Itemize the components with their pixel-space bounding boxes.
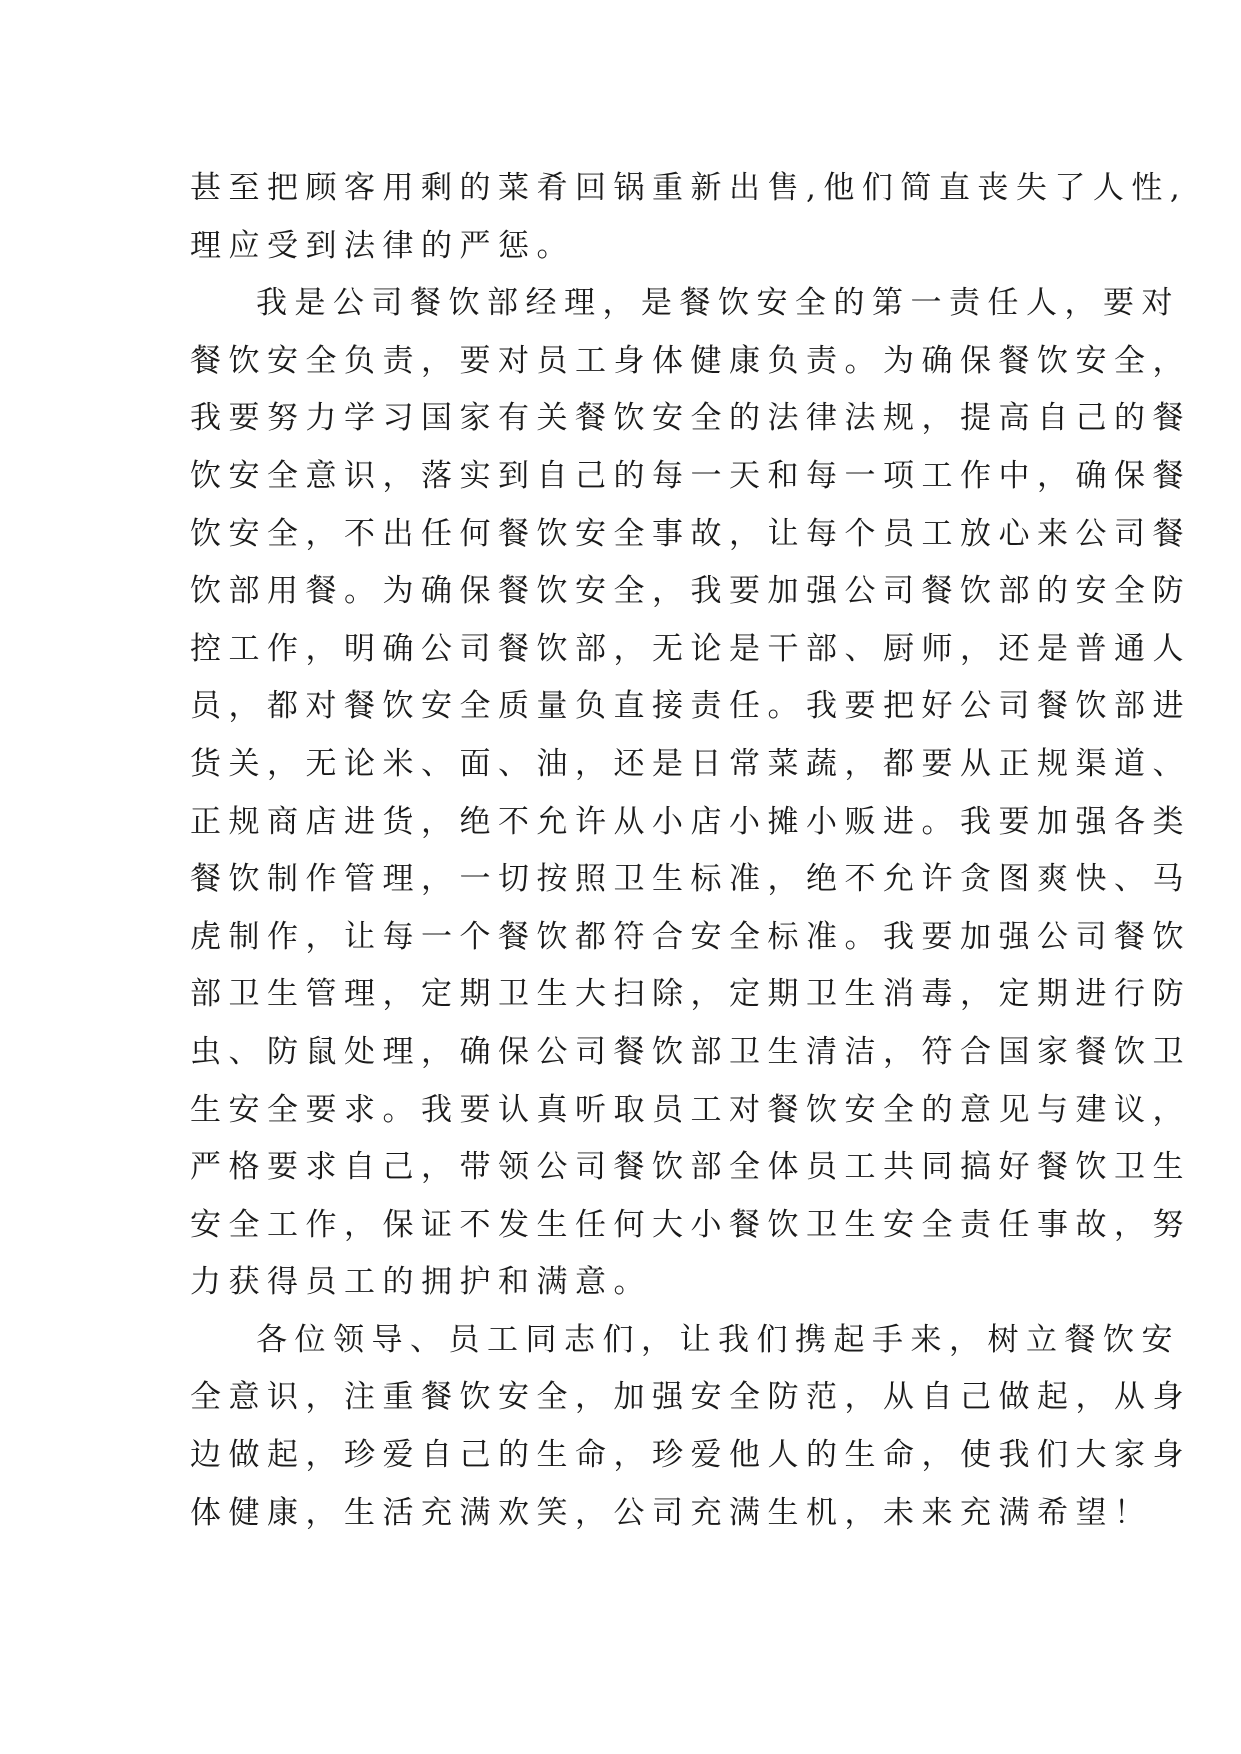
text-line: 正规商店进货，绝不允许从小店小摊小贩进。我要加强各类 — [190, 803, 1191, 840]
text-line: 虫、防鼠处理，确保公司餐饮部卫生清洁，符合国家餐饮卫 — [190, 1033, 1191, 1070]
text-line: 餐饮安全负责，要对员工身体健康负责。为确保餐饮安全， — [190, 342, 1191, 379]
text-line: 货关，无论米、面、油，还是日常菜蔬，都要从正规渠道、 — [190, 745, 1191, 782]
text-line: 我要努力学习国家有关餐饮安全的法律法规，提高自己的餐 — [190, 400, 1191, 437]
text-line: 全意识，注重餐饮安全，加强安全防范，从自己做起，从身 — [190, 1379, 1191, 1416]
text-line: 虎制作，让每一个餐饮都符合安全标准。我要加强公司餐饮 — [190, 918, 1191, 955]
text-line: 各位领导、员工同志们，让我们携起手来，树立餐饮安 — [256, 1321, 1180, 1358]
text-line: 饮安全，不出任何餐饮安全事故，让每个员工放心来公司餐 — [190, 515, 1191, 552]
text-line: 饮部用餐。为确保餐饮安全，我要加强公司餐饮部的安全防 — [190, 573, 1191, 610]
paragraph — [190, 160, 1188, 275]
text-line: 餐饮制作管理，一切按照卫生标准，绝不允许贪图爽快、马 — [190, 861, 1191, 898]
text-line: 部卫生管理，定期卫生大扫除，定期卫生消毒，定期进行防 — [190, 976, 1191, 1013]
document-body — [190, 160, 1191, 1542]
text-line: 严格要求自己，带领公司餐饮部全体员工共同搞好餐饮卫生 — [190, 1149, 1191, 1186]
text-line: 力获得员工的拥护和满意。 — [190, 1264, 652, 1301]
paragraph — [190, 1312, 1191, 1542]
text-line: 体健康，生活充满欢笑，公司充满生机，未来充满希望！ — [190, 1494, 1153, 1531]
text-line: 安全工作，保证不发生任何大小餐饮卫生安全责任事故，努 — [190, 1206, 1191, 1243]
text-line: 我是公司餐饮部经理，是餐饮安全的第一责任人，要对 — [256, 285, 1180, 322]
text-line: 员，都对餐饮安全质量负直接责任。我要把好公司餐饮部进 — [190, 688, 1191, 725]
text-line: 控工作，明确公司餐饮部，无论是干部、厨师，还是普通人 — [190, 630, 1191, 667]
text-line: 生安全要求。我要认真听取员工对餐饮安全的意见与建议， — [190, 1091, 1191, 1128]
text-line: 饮安全意识，落实到自己的每一天和每一项工作中，确保餐 — [190, 457, 1191, 494]
paragraph — [190, 275, 1191, 1312]
text-line: 理应受到法律的严惩。 — [190, 227, 575, 264]
text-line: 甚至把顾客用剩的菜肴回锅重新出售,他们简直丧失了人性, — [190, 170, 1188, 206]
text-line: 边做起，珍爱自己的生命，珍爱他人的生命，使我们大家身 — [190, 1437, 1191, 1474]
